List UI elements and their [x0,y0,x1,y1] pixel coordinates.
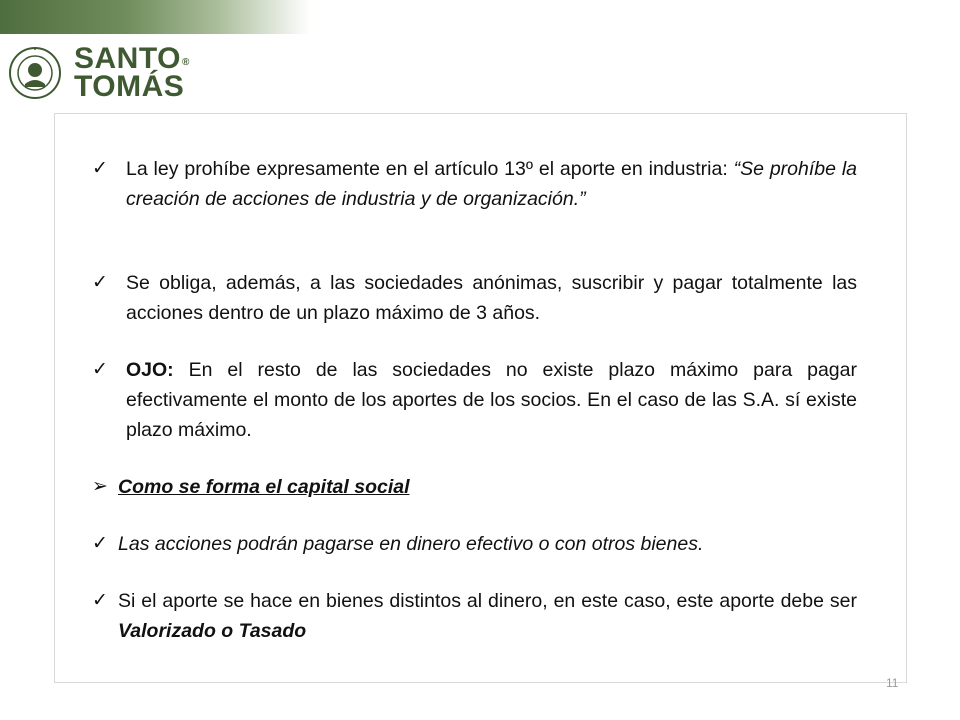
check-icon: ✓ [92,359,108,380]
logo-word-santo: SANTO® [74,42,190,75]
check-icon: ✓ [92,533,108,554]
bullet-3: OJO: En el resto de las sociedades no existe plazo máximo para pagar efectivamente el monto de los aportes de los socios. En el caso de las S.A. sí existe plazo máximo. [126,359,857,441]
bullet-5: Si el aporte se hace en bienes distintos al dinero, en este caso, este aporte debe ser Valorizado o Tasado [118,590,857,642]
check-icon: ✓ [92,158,108,179]
page-number: 11 [886,676,899,690]
seal-icon [8,46,62,100]
check-icon: ✓ [92,272,108,293]
check-icon: ✓ [92,590,108,611]
section-heading: Como se forma el capital social [118,476,410,498]
bullet-2: Se obliga, además, a las sociedades anónimas, suscribir y pagar totalmente las acciones dentro de un plazo máximo de 3 años. [126,272,857,324]
bullet-1: La ley prohíbe expresamente en el artículo 13º el aporte en industria: “Se prohíbe la creación de acciones de industria y de organización.” [126,158,857,210]
arrow-bullet-icon: ➢ [92,476,108,497]
logo-word-tomas: TOMÁS [74,70,185,103]
top-gradient-bar [0,0,310,34]
bullet-4: Las acciones podrán pagarse en dinero efectivo o con otros bienes. [118,533,704,555]
santo-tomas-logo [8,44,188,104]
